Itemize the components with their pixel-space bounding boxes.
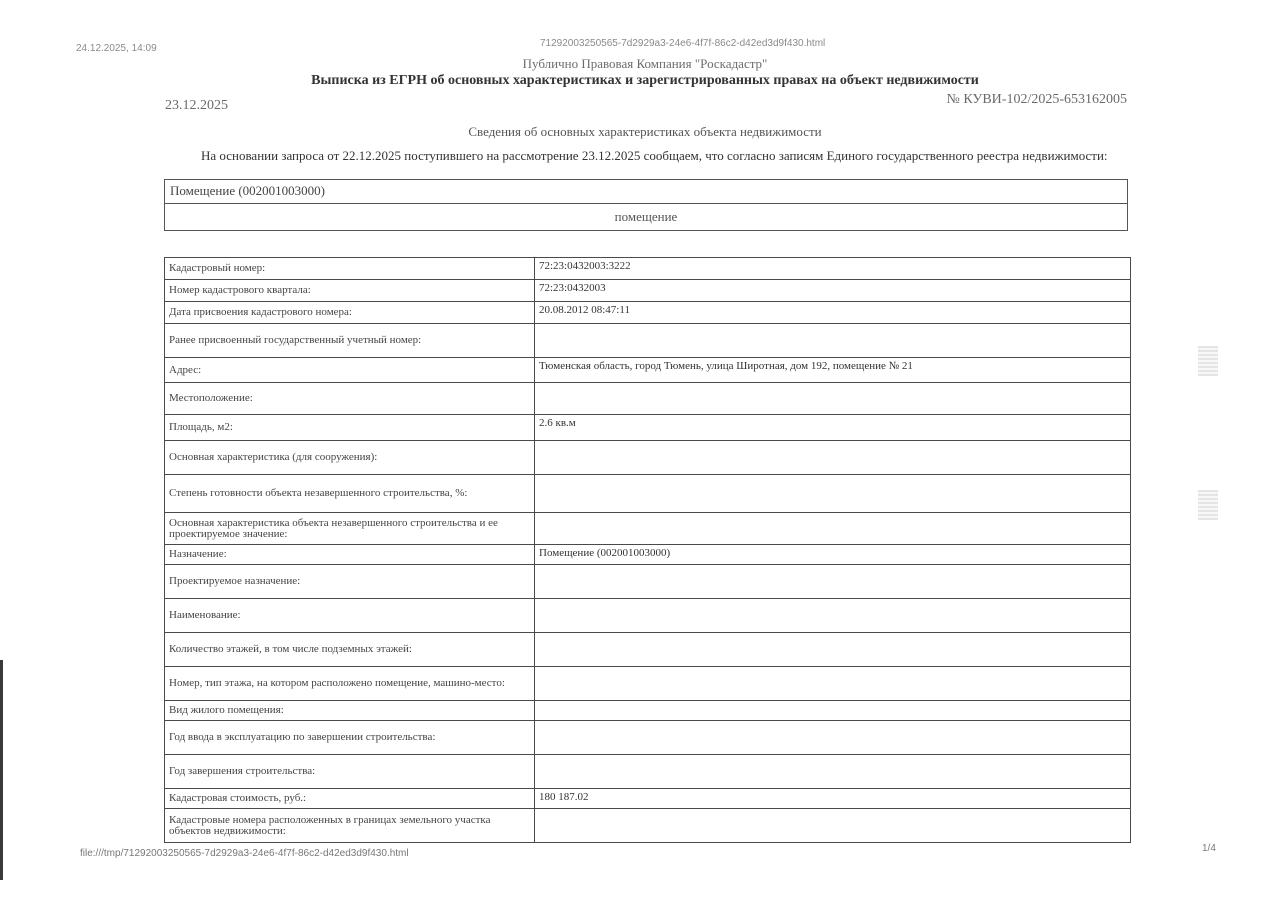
table-row — [165, 789, 1131, 809]
property-label: Основная характеристика (для сооружения): — [165, 441, 535, 475]
table-row — [165, 280, 1131, 302]
table-row — [165, 324, 1131, 358]
property-label: Дата присвоения кадастрового номера: — [165, 302, 535, 324]
table-row — [165, 667, 1131, 701]
document-number: № КУВИ-102/2025-653162005 — [946, 92, 1127, 107]
section-title: Сведения об основных характеристиках объекта недвижимости — [468, 124, 822, 139]
print-filename: 71292003250565-7d2929a3-24e6-4f7f-86c2-d42ed3d9f430.html — [540, 38, 826, 49]
table-row — [165, 475, 1131, 513]
table-row — [165, 302, 1131, 324]
properties-table — [164, 257, 1131, 843]
property-value — [535, 441, 1131, 475]
property-value: 72:23:0432003 — [535, 280, 1131, 302]
property-label: Год ввода в эксплуатацию по завершении строительства: — [165, 721, 535, 755]
property-label: Вид жилого помещения: — [165, 701, 535, 721]
table-row — [165, 545, 1131, 565]
property-label: Проектируемое назначение: — [165, 565, 535, 599]
property-value: Помещение (002001003000) — [535, 545, 1131, 565]
table-row — [165, 358, 1131, 383]
object-box — [164, 179, 1128, 231]
property-label: Степень готовности объекта незавершенного строительства, %: — [165, 475, 535, 513]
table-row — [165, 721, 1131, 755]
table-row — [165, 633, 1131, 667]
property-value — [535, 565, 1131, 599]
property-value — [535, 599, 1131, 633]
table-row — [165, 513, 1131, 545]
property-label: Номер, тип этажа, на котором расположено помещение, машино-место: — [165, 667, 535, 701]
table-row — [165, 441, 1131, 475]
object-type: Помещение (002001003000) — [165, 180, 1127, 204]
table-row — [165, 755, 1131, 789]
property-value — [535, 721, 1131, 755]
property-value — [535, 324, 1131, 358]
property-value: 72:23:0432003:3222 — [535, 258, 1131, 280]
property-label: Наименование: — [165, 599, 535, 633]
object-kind: помещение — [614, 209, 678, 224]
scan-edge-shadow — [0, 660, 3, 880]
table-row — [165, 565, 1131, 599]
property-value — [535, 809, 1131, 843]
property-label: Ранее присвоенный государственный учетный номер: — [165, 324, 535, 358]
property-value — [535, 667, 1131, 701]
property-value — [535, 475, 1131, 513]
property-label: Адрес: — [165, 358, 535, 383]
property-value: Тюменская область, город Тюмень, улица Широтная, дом 192, помещение № 21 — [535, 358, 1131, 383]
company-name: Публично Правовая Компания "Роскадастр" — [522, 56, 768, 71]
property-value: 2.6 кв.м — [535, 415, 1131, 441]
footer-file-url: file:///tmp/71292003250565-7d2929a3-24e6-4f7f-86c2-d42ed3d9f430.html — [80, 848, 409, 859]
property-label: Основная характеристика объекта незавершенного строительства и ее проектируемое значение: — [165, 513, 535, 545]
intro-paragraph: На основании запроса от 22.12.2025 поступившего на рассмотрение 23.12.2025 сообщаем, что согласно записям Единого государственного реестра недвижимости: — [201, 148, 1108, 163]
property-label: Кадастровая стоимость, руб.: — [165, 789, 535, 809]
print-datetime: 24.12.2025, 14:09 — [76, 43, 157, 54]
table-row — [165, 701, 1131, 721]
scan-artifact — [1198, 346, 1218, 376]
property-label: Назначение: — [165, 545, 535, 565]
property-label: Количество этажей, в том числе подземных этажей: — [165, 633, 535, 667]
document-date: 23.12.2025 — [165, 98, 228, 113]
table-row — [165, 258, 1131, 280]
property-value — [535, 383, 1131, 415]
table-row — [165, 383, 1131, 415]
table-row — [165, 415, 1131, 441]
property-value: 20.08.2012 08:47:11 — [535, 302, 1131, 324]
table-row — [165, 599, 1131, 633]
property-value — [535, 755, 1131, 789]
scan-artifact — [1198, 490, 1218, 520]
property-label: Кадастровые номера расположенных в границах земельного участка объектов недвижимости: — [165, 809, 535, 843]
property-value — [535, 633, 1131, 667]
page-number: 1/4 — [1202, 843, 1216, 854]
property-value — [535, 513, 1131, 545]
property-label: Местоположение: — [165, 383, 535, 415]
property-value: 180 187.02 — [535, 789, 1131, 809]
property-label: Площадь, м2: — [165, 415, 535, 441]
document-title: Выписка из ЕГРН об основных характеристиках и зарегистрированных правах на объект недвижимости — [311, 73, 979, 88]
property-value — [535, 701, 1131, 721]
property-label: Кадастровый номер: — [165, 258, 535, 280]
table-row — [165, 809, 1131, 843]
property-label: Номер кадастрового квартала: — [165, 280, 535, 302]
property-label: Год завершения строительства: — [165, 755, 535, 789]
